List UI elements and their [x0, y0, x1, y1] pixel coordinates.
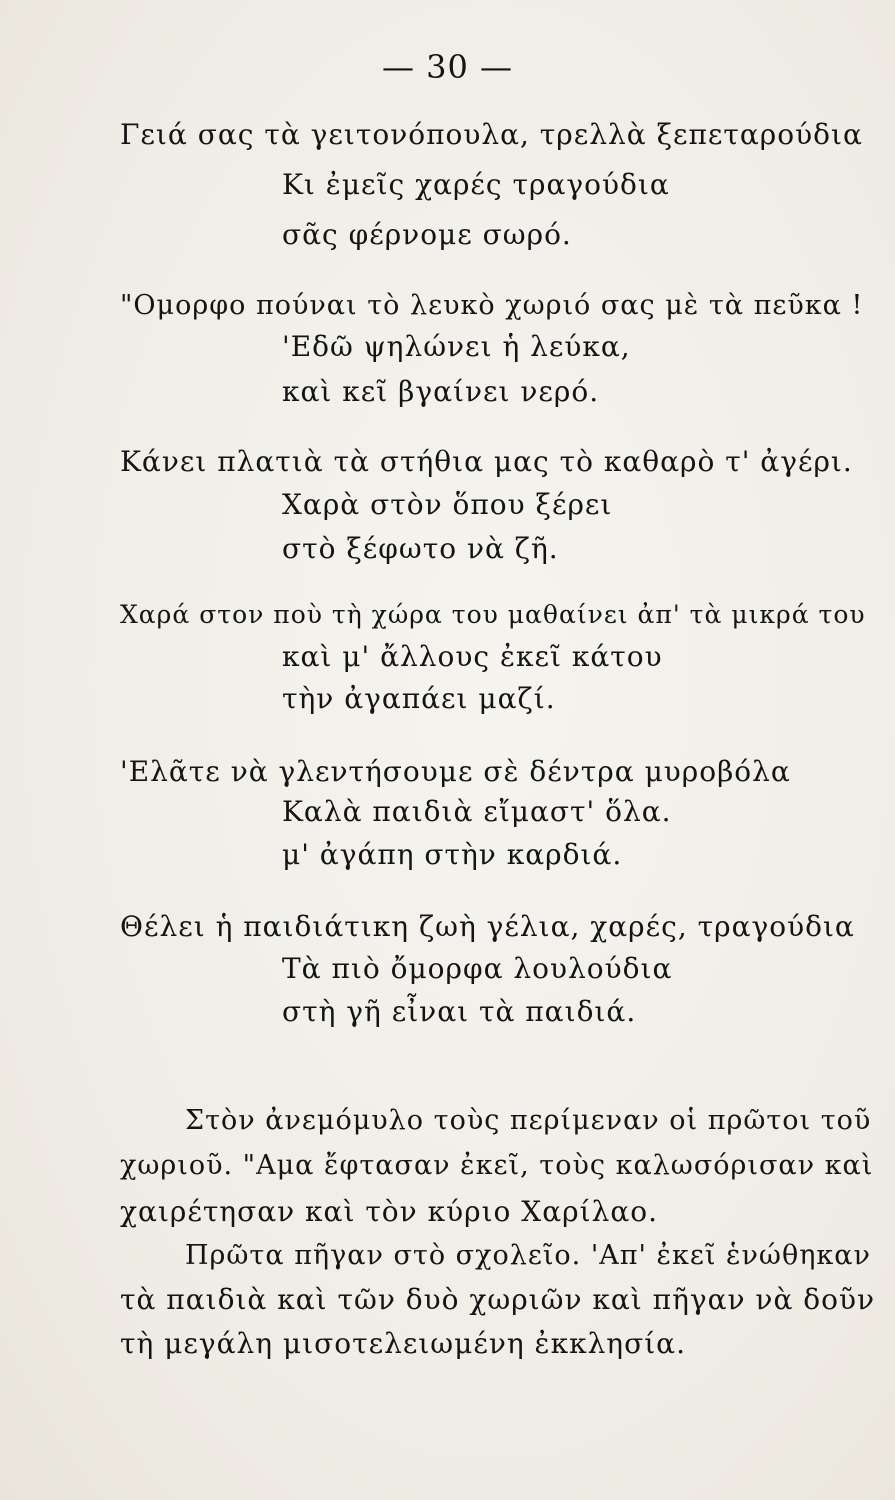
stanza-2-line-3: καὶ κεῖ βγαίνει νερό. [282, 375, 600, 408]
stanza-6-line-1: Θέλει ἡ παιδιάτικη ζωὴ γέλια, χαρές, τραγούδια [120, 910, 855, 943]
stanza-1-line-3: σᾶς φέρνομε σωρό. [282, 218, 572, 251]
stanza-4-line-1: Χαρά στον ποὺ τὴ χώρα του μαθαίνει ἀπ' τὰ μικρά του [120, 600, 866, 629]
stanza-3-line-2: Χαρὰ στὸν ὅπου ξέρει [282, 488, 613, 521]
stanza-2-line-2: 'Εδῶ ψηλώνει ἡ λεύκα, [282, 330, 631, 363]
prose-line-5: τὰ παιδιὰ καὶ τῶν δυὸ χωριῶν καὶ πῆγαν νὰ δοῦν [120, 1283, 876, 1316]
stanza-5-line-2: Καλὰ παιδιὰ εἴμαστ' ὅλα. [282, 795, 672, 828]
stanza-2-line-1: "Ομορφο πούναι τὸ λευκὸ χωριό σας μὲ τὰ πεῦκα ! [120, 290, 864, 321]
stanza-1-line-2: Κι ἐμεῖς χαρές τραγούδια [282, 168, 670, 201]
page-number: — 30 — [381, 48, 514, 86]
stanza-4-line-2: καὶ μ' ἄλλους ἐκεῖ κάτου [282, 640, 663, 673]
prose-line-6: τὴ μεγάλη μισοτελειωμένη ἐκκλησία. [120, 1327, 686, 1360]
stanza-4-line-3: τὴν ἀγαπάει μαζί. [282, 682, 556, 715]
prose-line-4: Πρῶτα πῆγαν στὸ σχολεῖο. 'Απ' ἐκεῖ ἑνώθηκαν [185, 1240, 871, 1271]
stanza-6-line-3: στὴ γῆ εἶναι τὰ παιδιά. [282, 995, 637, 1028]
stanza-5-line-3: μ' ἀγάπη στὴν καρδιά. [282, 838, 623, 871]
prose-line-2: χωριοῦ. "Αμα ἔφτασαν ἐκεῖ, τοὺς καλωσόρισαν καὶ [120, 1150, 874, 1181]
prose-line-3: χαιρέτησαν καὶ τὸν κύριο Χαρίλαο. [120, 1195, 658, 1228]
prose-line-1: Στὸν ἀνεμόμυλο τοὺς περίμεναν οἱ πρῶτοι τοῦ [185, 1105, 872, 1136]
stanza-3-line-1: Κάνει πλατιὰ τὰ στήθια μας τὸ καθαρὸ τ' ἀγέρι. [120, 445, 853, 478]
stanza-1-line-1: Γειά σας τὰ γειτονόπουλα, τρελλὰ ξεπεταρούδια [120, 118, 863, 151]
stanza-6-line-2: Τὰ πιὸ ὄμορφα λουλούδια [282, 952, 673, 985]
stanza-3-line-3: στὸ ξέφωτο νὰ ζῆ. [282, 532, 559, 565]
stanza-5-line-1: 'Ελᾶτε νὰ γλεντήσουμε σὲ δέντρα μυροβόλα [120, 755, 791, 788]
